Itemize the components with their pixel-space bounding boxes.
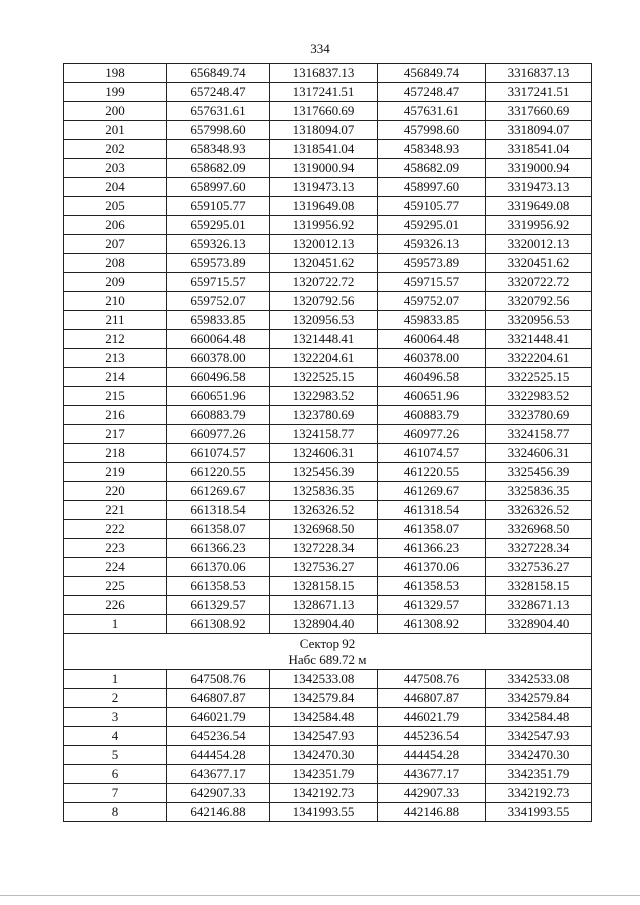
table-cell: 3328904.40 <box>486 615 592 634</box>
table-cell: 1342192.73 <box>270 784 378 803</box>
table-cell: 1319473.13 <box>270 178 378 197</box>
table-cell: 1342533.08 <box>270 670 378 689</box>
table-cell: 1342470.30 <box>270 746 378 765</box>
table-cell: 1327228.34 <box>270 539 378 558</box>
table-row <box>64 539 592 558</box>
table-cell: 6 <box>64 765 167 784</box>
table-cell: 1325456.39 <box>270 463 378 482</box>
table-cell: 220 <box>64 482 167 501</box>
table-cell: 2 <box>64 689 167 708</box>
table-cell: 1 <box>64 670 167 689</box>
table-cell: 1320451.62 <box>270 254 378 273</box>
table-cell: 461358.53 <box>378 577 486 596</box>
table-cell: 461220.55 <box>378 463 486 482</box>
table-cell: 201 <box>64 121 167 140</box>
table-cell: 461366.23 <box>378 539 486 558</box>
table-cell: 216 <box>64 406 167 425</box>
table-cell: 1326968.50 <box>270 520 378 539</box>
table-cell: 459573.89 <box>378 254 486 273</box>
table-row <box>64 368 592 387</box>
table-row <box>64 501 592 520</box>
table-cell: 1322983.52 <box>270 387 378 406</box>
table-cell: 661220.55 <box>167 463 270 482</box>
table-cell: 659715.57 <box>167 273 270 292</box>
table-cell: 1 <box>64 615 167 634</box>
table-cell: 223 <box>64 539 167 558</box>
table-cell: 458682.09 <box>378 159 486 178</box>
table-cell: 7 <box>64 784 167 803</box>
table-cell: 642907.33 <box>167 784 270 803</box>
table-cell: 1325836.35 <box>270 482 378 501</box>
table-row <box>64 784 592 803</box>
table-cell: 3322983.52 <box>486 387 592 406</box>
table-cell: 644454.28 <box>167 746 270 765</box>
table-cell: 656849.74 <box>167 64 270 83</box>
table-cell: 205 <box>64 197 167 216</box>
table-cell: 461329.57 <box>378 596 486 615</box>
table-row <box>64 689 592 708</box>
table-row <box>64 708 592 727</box>
table-cell: 218 <box>64 444 167 463</box>
table-cell: 3325836.35 <box>486 482 592 501</box>
sector-header <box>64 634 592 670</box>
table-cell: 1320792.56 <box>270 292 378 311</box>
table-cell: 659295.01 <box>167 216 270 235</box>
table-cell: 3342579.84 <box>486 689 592 708</box>
table-cell: 1317660.69 <box>270 102 378 121</box>
table-cell: 3324606.31 <box>486 444 592 463</box>
table-cell: 212 <box>64 330 167 349</box>
table-cell: 3316837.13 <box>486 64 592 83</box>
table-cell: 3317660.69 <box>486 102 592 121</box>
table-row <box>64 746 592 765</box>
table-row <box>64 727 592 746</box>
table-cell: 3320451.62 <box>486 254 592 273</box>
table-cell: 660883.79 <box>167 406 270 425</box>
table-cell: 459105.77 <box>378 197 486 216</box>
table-cell: 1322204.61 <box>270 349 378 368</box>
table-cell: 3322204.61 <box>486 349 592 368</box>
table-cell: 659326.13 <box>167 235 270 254</box>
table-row <box>64 197 592 216</box>
table-cell: 8 <box>64 803 167 822</box>
table-cell: 647508.76 <box>167 670 270 689</box>
table-row <box>64 615 592 634</box>
table-cell: 226 <box>64 596 167 615</box>
table-cell: 3328671.13 <box>486 596 592 615</box>
table-cell: 447508.76 <box>378 670 486 689</box>
table-row <box>64 102 592 121</box>
table-cell: 203 <box>64 159 167 178</box>
table-cell: 460651.96 <box>378 387 486 406</box>
table-row <box>64 482 592 501</box>
table-cell: 658682.09 <box>167 159 270 178</box>
table-row <box>64 64 592 83</box>
table-row <box>64 349 592 368</box>
table-cell: 1320956.53 <box>270 311 378 330</box>
table-cell: 1320722.72 <box>270 273 378 292</box>
table-cell: 1323780.69 <box>270 406 378 425</box>
table-cell: 657998.60 <box>167 121 270 140</box>
table-cell: 3322525.15 <box>486 368 592 387</box>
table-cell: 210 <box>64 292 167 311</box>
table-cell: 1342584.48 <box>270 708 378 727</box>
table-cell: 206 <box>64 216 167 235</box>
table-cell: 219 <box>64 463 167 482</box>
table-cell: 460977.26 <box>378 425 486 444</box>
table-cell: 1324158.77 <box>270 425 378 444</box>
table-cell: 461318.54 <box>378 501 486 520</box>
table-cell: 217 <box>64 425 167 444</box>
table-row <box>64 83 592 102</box>
page-number: 334 <box>310 41 330 56</box>
table-cell: 225 <box>64 577 167 596</box>
table-row <box>64 140 592 159</box>
table-cell: 1317241.51 <box>270 83 378 102</box>
table-cell: 660651.96 <box>167 387 270 406</box>
table-cell: 1342351.79 <box>270 765 378 784</box>
table-cell: 459326.13 <box>378 235 486 254</box>
table-cell: 645236.54 <box>167 727 270 746</box>
table-cell: 658348.93 <box>167 140 270 159</box>
table-cell: 642146.88 <box>167 803 270 822</box>
table-cell: 3323780.69 <box>486 406 592 425</box>
table-cell: 461074.57 <box>378 444 486 463</box>
table-cell: 444454.28 <box>378 746 486 765</box>
table-row <box>64 254 592 273</box>
table-row <box>64 558 592 577</box>
table-cell: 199 <box>64 83 167 102</box>
table-cell: 3341993.55 <box>486 803 592 822</box>
table-cell: 457631.61 <box>378 102 486 121</box>
table-cell: 3342470.30 <box>486 746 592 765</box>
page-bottom-edge <box>0 895 640 896</box>
table-row <box>64 520 592 539</box>
table-cell: 460496.58 <box>378 368 486 387</box>
table-cell: 1318094.07 <box>270 121 378 140</box>
table-cell: 200 <box>64 102 167 121</box>
table-row <box>64 444 592 463</box>
table-cell: 1342579.84 <box>270 689 378 708</box>
table-cell: 459752.07 <box>378 292 486 311</box>
table-cell: 461358.07 <box>378 520 486 539</box>
table-cell: 1319649.08 <box>270 197 378 216</box>
table-row <box>64 577 592 596</box>
table-cell: 3326326.52 <box>486 501 592 520</box>
table-cell: 442907.33 <box>378 784 486 803</box>
table-row <box>64 311 592 330</box>
table-cell: 3326968.50 <box>486 520 592 539</box>
table-cell: 1342547.93 <box>270 727 378 746</box>
table-cell: 461308.92 <box>378 615 486 634</box>
table-cell: 646021.79 <box>167 708 270 727</box>
table-cell: 660496.58 <box>167 368 270 387</box>
table-cell: 3342533.08 <box>486 670 592 689</box>
table-cell: 3342584.48 <box>486 708 592 727</box>
table-cell: 457248.47 <box>378 83 486 102</box>
coordinates-table <box>63 63 592 822</box>
table-cell: 3319473.13 <box>486 178 592 197</box>
table-cell: 208 <box>64 254 167 273</box>
table-cell: 445236.54 <box>378 727 486 746</box>
table-cell: 215 <box>64 387 167 406</box>
table-cell: 659752.07 <box>167 292 270 311</box>
table-cell: 1320012.13 <box>270 235 378 254</box>
table-cell: 661329.57 <box>167 596 270 615</box>
table-cell: 458348.93 <box>378 140 486 159</box>
table-cell: 442146.88 <box>378 803 486 822</box>
table-cell: 3 <box>64 708 167 727</box>
table-cell: 660378.00 <box>167 349 270 368</box>
table-row <box>64 235 592 254</box>
table-cell: 457998.60 <box>378 121 486 140</box>
table-cell: 1324606.31 <box>270 444 378 463</box>
table-cell: 657248.47 <box>167 83 270 102</box>
table-cell: 4 <box>64 727 167 746</box>
table-cell: 3320722.72 <box>486 273 592 292</box>
table-cell: 460883.79 <box>378 406 486 425</box>
table-cell: 1322525.15 <box>270 368 378 387</box>
table-cell: 660064.48 <box>167 330 270 349</box>
sector-cell <box>64 634 592 670</box>
table-cell: 661358.07 <box>167 520 270 539</box>
table-cell: 3320012.13 <box>486 235 592 254</box>
table-row <box>64 670 592 689</box>
table-cell: 661318.54 <box>167 501 270 520</box>
table-cell: 661358.53 <box>167 577 270 596</box>
table-cell: 657631.61 <box>167 102 270 121</box>
table-cell: 458997.60 <box>378 178 486 197</box>
table-cell: 461269.67 <box>378 482 486 501</box>
table-cell: 459833.85 <box>378 311 486 330</box>
table-cell: 3342547.93 <box>486 727 592 746</box>
table-cell: 459295.01 <box>378 216 486 235</box>
table-cell: 3328158.15 <box>486 577 592 596</box>
table-row <box>64 803 592 822</box>
sector-height: Набс 689.72 м <box>288 651 367 667</box>
table-row <box>64 330 592 349</box>
table-cell: 3319956.92 <box>486 216 592 235</box>
table-cell: 213 <box>64 349 167 368</box>
table-cell: 446807.87 <box>378 689 486 708</box>
table-cell: 661370.06 <box>167 558 270 577</box>
table-cell: 446021.79 <box>378 708 486 727</box>
table-cell: 3317241.51 <box>486 83 592 102</box>
table-row <box>64 292 592 311</box>
table-cell: 1328671.13 <box>270 596 378 615</box>
table-cell: 3327536.27 <box>486 558 592 577</box>
table-cell: 3319000.94 <box>486 159 592 178</box>
table-cell: 460064.48 <box>378 330 486 349</box>
table-cell: 660977.26 <box>167 425 270 444</box>
table-cell: 207 <box>64 235 167 254</box>
table-cell: 1321448.41 <box>270 330 378 349</box>
table-cell: 214 <box>64 368 167 387</box>
table-cell: 646807.87 <box>167 689 270 708</box>
table-cell: 460378.00 <box>378 349 486 368</box>
sector-title: Сектор 92 <box>299 635 356 651</box>
table-cell: 661269.67 <box>167 482 270 501</box>
table-cell: 443677.17 <box>378 765 486 784</box>
table-cell: 459715.57 <box>378 273 486 292</box>
table-cell: 1328158.15 <box>270 577 378 596</box>
table-cell: 3327228.34 <box>486 539 592 558</box>
table-row <box>64 387 592 406</box>
table-cell: 3342192.73 <box>486 784 592 803</box>
table-cell: 1341993.55 <box>270 803 378 822</box>
table-cell: 1316837.13 <box>270 64 378 83</box>
table-cell: 661308.92 <box>167 615 270 634</box>
table-cell: 3342351.79 <box>486 765 592 784</box>
table-cell: 1328904.40 <box>270 615 378 634</box>
table-cell: 222 <box>64 520 167 539</box>
table-cell: 204 <box>64 178 167 197</box>
table-cell: 3318541.04 <box>486 140 592 159</box>
table-row <box>64 765 592 784</box>
table-cell: 3320792.56 <box>486 292 592 311</box>
table-cell: 3319649.08 <box>486 197 592 216</box>
table-row <box>64 596 592 615</box>
table-row <box>64 463 592 482</box>
table-row <box>64 178 592 197</box>
table-row <box>64 121 592 140</box>
table-cell: 1318541.04 <box>270 140 378 159</box>
table-cell: 221 <box>64 501 167 520</box>
coordinates-rows-after <box>64 670 592 822</box>
table-cell: 3320956.53 <box>486 311 592 330</box>
sector-row <box>64 634 592 670</box>
table-cell: 659833.85 <box>167 311 270 330</box>
table-cell: 3324158.77 <box>486 425 592 444</box>
table-row <box>64 425 592 444</box>
table-cell: 5 <box>64 746 167 765</box>
table-cell: 3321448.41 <box>486 330 592 349</box>
table-cell: 659573.89 <box>167 254 270 273</box>
table-cell: 211 <box>64 311 167 330</box>
table-cell: 658997.60 <box>167 178 270 197</box>
table-cell: 209 <box>64 273 167 292</box>
table-row <box>64 406 592 425</box>
table-cell: 1319956.92 <box>270 216 378 235</box>
table-cell: 661074.57 <box>167 444 270 463</box>
table-row <box>64 273 592 292</box>
table-cell: 1327536.27 <box>270 558 378 577</box>
table-cell: 3318094.07 <box>486 121 592 140</box>
table-cell: 1319000.94 <box>270 159 378 178</box>
table-cell: 461370.06 <box>378 558 486 577</box>
table-row <box>64 159 592 178</box>
table-cell: 224 <box>64 558 167 577</box>
table-cell: 3325456.39 <box>486 463 592 482</box>
table-cell: 202 <box>64 140 167 159</box>
table-cell: 456849.74 <box>378 64 486 83</box>
table-cell: 1326326.52 <box>270 501 378 520</box>
table-cell: 659105.77 <box>167 197 270 216</box>
table-cell: 661366.23 <box>167 539 270 558</box>
table-cell: 643677.17 <box>167 765 270 784</box>
table-row <box>64 216 592 235</box>
coordinates-rows-before <box>64 64 592 634</box>
table-cell: 198 <box>64 64 167 83</box>
